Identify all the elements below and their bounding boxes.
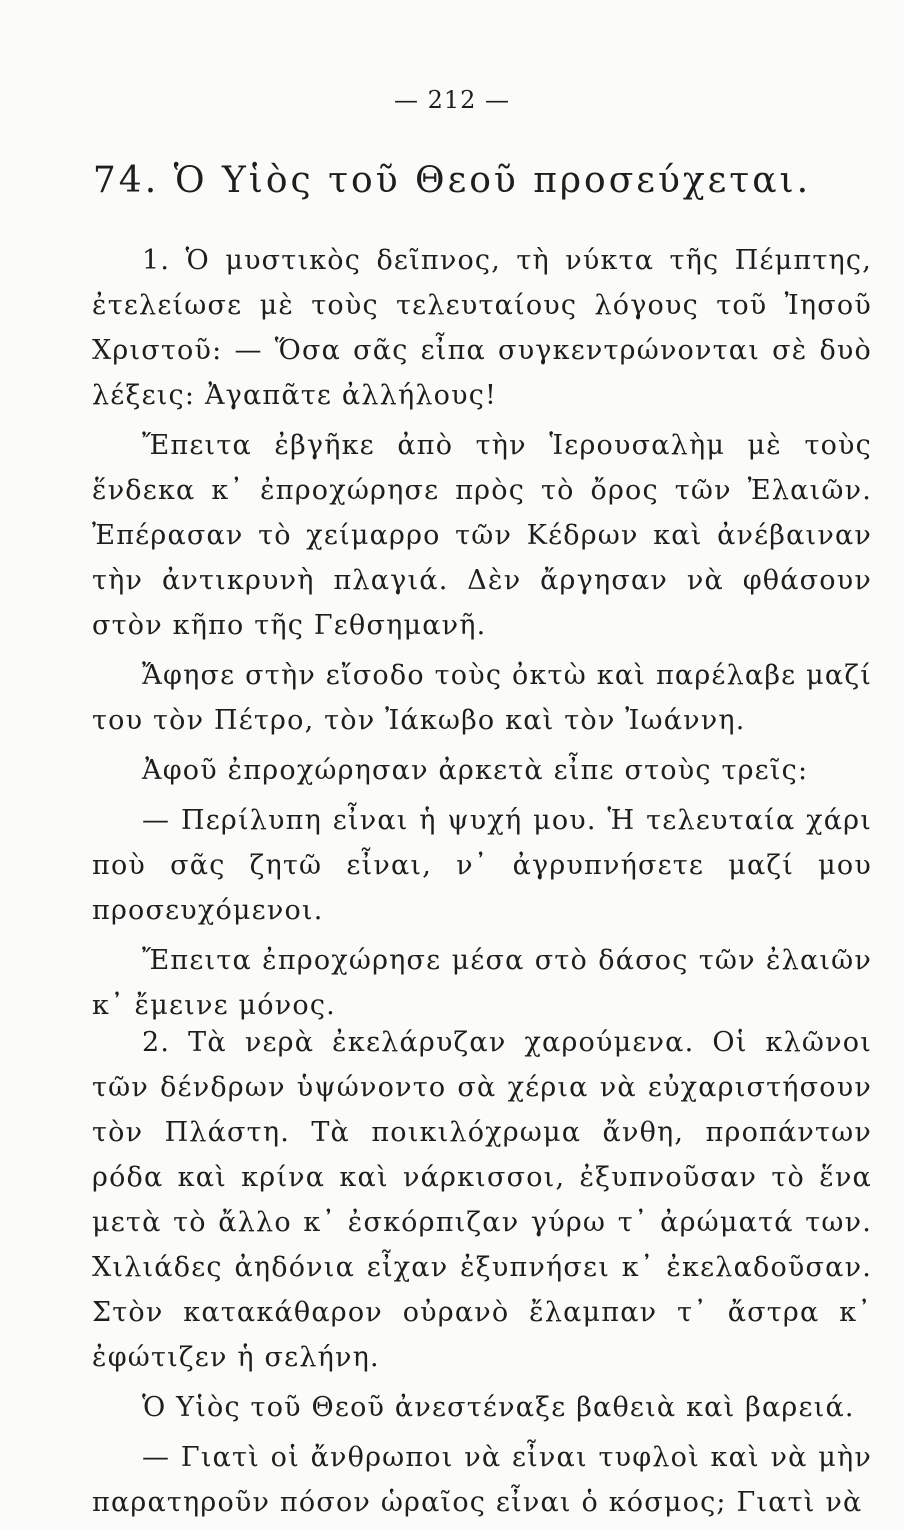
paragraph: Ἄφησε στὴν εἴσοδο τοὺς ὀκτὼ καὶ παρέλαβε μαζί του τὸν Πέτρο, τὸν Ἰάκωβο καὶ τὸν Ἰωάννη. — [92, 660, 872, 736]
section-2 — [92, 1020, 872, 1530]
page-number: — 212 — — [393, 86, 511, 114]
paragraph: Ἔπειτα ἐβγῆκε ἀπὸ τὴν Ἱερουσαλὴμ μὲ τοὺς ἕνδεκα κ᾽ ἐπροχώρησε πρὸς τὸ ὄρος τῶν Ἐλαιῶν. Ἐπέρασαν τὸ χείμαρρο τῶν Κέδρων καὶ ἀνέβαιναν τὴν ἀντικρυνὴ πλαγιά. Δὲν ἄργησαν νὰ φθάσουν στὸν κῆπο τῆς Γεθσημανῆ. — [92, 430, 872, 641]
paragraph: 1. Ὁ μυστικὸς δεῖπνος, τὴ νύκτα τῆς Πέμπτης, ἐτελείωσε μὲ τοὺς τελευταίους λόγους τοῦ Ἰησοῦ Χριστοῦ: — Ὅσα σᾶς εἶπα συγκεντρώνονται σὲ δυὸ λέξεις: Ἀγαπᾶτε ἀλλήλους! — [92, 245, 872, 411]
paragraph: Ἔπειτα ἐπροχώρησε μέσα στὸ δάσος τῶν ἐλαιῶν κ᾽ ἔμεινε μόνος. — [92, 945, 872, 1021]
paragraph: 2. Τὰ νερὰ ἐκελάρυζαν χαρούμενα. Οἱ κλῶνοι τῶν δένδρων ὑψώνοντο σὰ χέρια νὰ εὐχαριστήσουν τὸν Πλάστη. Τὰ ποικιλόχρωμα ἄνθη, προπάντων ρόδα καὶ κρίνα καὶ νάρκισσοι, ἐξυπνοῦσαν τὸ ἕνα μετὰ τὸ ἄλλο κ᾽ ἐσκόρπιζαν γύρω τ᾽ ἀρώματά των. Χιλιάδες ἀηδόνια εἶχαν ἐξυπνήσει κ᾽ ἐκελαδοῦσαν. Στὸν κατακάθαρον οὐρανὸ ἔλαμπαν τ᾽ ἄστρα κ᾽ ἐφώτιζεν ἡ σελήνη. — [92, 1027, 872, 1373]
paragraph: — Περίλυπη εἶναι ἡ ψυχή μου. Ἡ τελευταία χάρι ποὺ σᾶς ζητῶ εἶναι, ν᾽ ἀγρυπνήσετε μαζί μου προσευχόμενοι. — [92, 805, 872, 926]
paragraph: Ὁ Υἱὸς τοῦ Θεοῦ ἀνεστέναξε βαθειὰ καὶ βαρειά. — [142, 1392, 855, 1423]
section-1 — [92, 238, 872, 1033]
paragraph: — Γιατὶ οἱ ἄνθρωποι νὰ εἶναι τυφλοὶ καὶ νὰ μὴν παρατηροῦν πόσον ὡραῖος εἶναι ὁ κόσμος; Γιατὶ νὰ — [92, 1442, 872, 1518]
paragraph: Ἀφοῦ ἐπροχώρησαν ἀρκετὰ εἶπε στοὺς τρεῖς: — [142, 755, 809, 786]
chapter-title: 74. Ὁ Υἱὸς τοῦ Θεοῦ προσεύχεται. — [92, 160, 812, 201]
